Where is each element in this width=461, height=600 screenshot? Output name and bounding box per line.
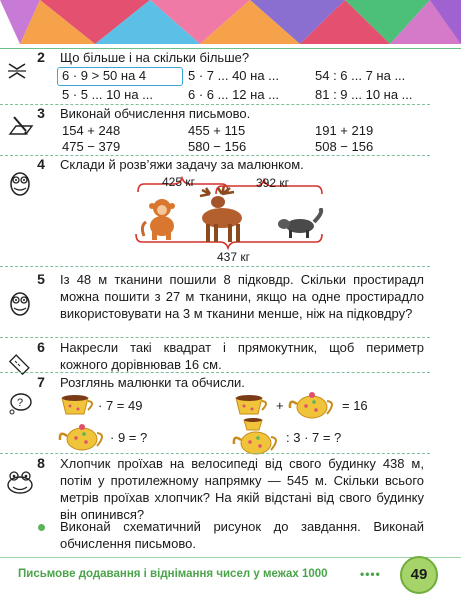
task-title: Що більше і на скільки більше? <box>60 50 250 65</box>
divider <box>0 337 430 338</box>
moose-icon <box>188 186 252 244</box>
frog-icon <box>5 468 35 496</box>
teapot-icon <box>288 388 338 420</box>
footer-title: Письмове додавання і віднімання чисел у межах 1000 <box>18 568 328 580</box>
page-number: 49 <box>400 556 438 594</box>
expression: 475 − 379 <box>62 139 121 154</box>
owl-icon <box>9 290 31 316</box>
teapot-icon <box>232 418 284 456</box>
expression: 191 + 219 <box>315 123 374 138</box>
task-number: 8 <box>37 455 45 471</box>
task-number: 5 <box>37 271 45 287</box>
total-weight-label: 437 кг <box>217 250 250 264</box>
top-banner <box>0 0 461 44</box>
task-title: Склади й розв’яжи задачу за малюнком. <box>60 157 304 172</box>
task-subtext: Виконай схематичний рисунок до завдання. Виконай обчислення письмово. <box>60 519 424 551</box>
task-number: 7 <box>37 374 45 390</box>
raccoon-icon <box>276 208 324 240</box>
expression: 6 · 9 > 50 на 4 <box>62 68 147 83</box>
expression: 6 · 6 ... 12 на ... <box>188 87 279 102</box>
expression: 5 · 5 ... 10 на ... <box>62 87 153 102</box>
expression: 455 + 115 <box>188 123 246 138</box>
divider <box>0 372 430 373</box>
expression: 81 : 9 ... 10 на ... <box>315 87 413 102</box>
svg-text:?: ? <box>17 397 24 409</box>
task-text: Хлопчик проїхав на велосипеді від свого будинку 438 м, потім у протилежному напрямку — 545 м. Скільки всього метрів проїхав хлопчик? На якій відстані від свого будинку він опинився? <box>60 456 424 522</box>
expression: 508 − 156 <box>315 139 374 154</box>
monkey-icon <box>138 196 186 242</box>
owl-icon <box>9 170 31 196</box>
task-title: Виконай обчислення письмово. <box>60 106 251 121</box>
teacup-icon <box>232 392 272 418</box>
teacup-icon <box>58 392 98 418</box>
expression: 154 + 248 <box>62 123 121 138</box>
expression: 54 : 6 ... 7 на ... <box>315 68 406 83</box>
teapot-icon <box>58 420 108 452</box>
compare-icon <box>5 60 29 82</box>
task-number: 6 <box>37 339 45 355</box>
divider <box>0 266 430 267</box>
footer-dots: •••• <box>360 567 381 581</box>
divider <box>0 453 430 454</box>
equation: = 16 <box>342 398 368 413</box>
equation: · 9 = ? <box>110 430 148 445</box>
task-number: 2 <box>37 49 45 65</box>
task-number: 4 <box>37 156 45 172</box>
equation: · 7 = 49 <box>98 398 143 413</box>
expression: 5 · 7 ... 40 на ... <box>188 68 279 83</box>
bullet-point <box>38 524 45 531</box>
equation: : 3 · 7 = ? <box>286 430 342 445</box>
thinking-bubble-icon <box>7 392 33 416</box>
expression: 580 − 156 <box>188 139 247 154</box>
divider <box>0 557 461 558</box>
task-number: 3 <box>37 105 45 121</box>
weight-label: 392 кг <box>256 176 289 190</box>
task-text: Накресли такі квадрат і прямокутник, щоб периметр кожного дорівнював 16 см. <box>60 340 424 372</box>
pencil-notebook-icon <box>8 114 34 140</box>
weight-label: 425 кг <box>162 175 195 189</box>
task-text: Із 48 м тканини пошили 8 підковдр. Скільки простирадл можна пошити з 27 м тканини, якщо на одне простирадло використовувати на 3 м тканини менше, ніж на підковдру? <box>60 272 424 321</box>
task-title: Розглянь малюнки та обчисли. <box>60 375 245 390</box>
plus-sign: + <box>276 398 284 413</box>
